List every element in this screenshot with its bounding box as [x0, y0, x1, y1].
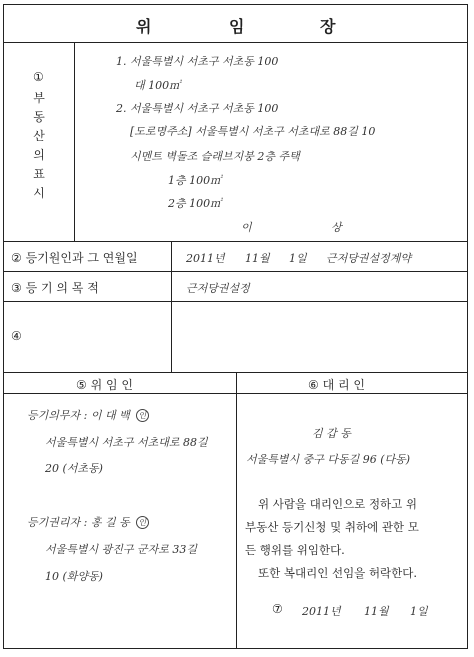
title-char-2: 임 [229, 17, 245, 36]
divider-rows-label [171, 241, 172, 372]
property-line: 2층 100㎡ [168, 197, 222, 210]
principal-header: ⑤ 위 임 인 [76, 378, 133, 392]
registration-cause: 근저당권설정계약 [326, 252, 412, 265]
obligee-seal: 인 [136, 516, 149, 529]
divider-title [3, 42, 468, 43]
agent-header: ⑥ 대 리 인 [308, 378, 365, 392]
title-char-3: 장 [320, 17, 336, 36]
agent-text-line: 든 행위를 위임한다. [245, 543, 345, 557]
divider-property-label [74, 42, 75, 241]
property-label-vertical [31, 89, 47, 203]
date-day: 1일 [410, 605, 428, 618]
agent-text-line: 부동산 등기신청 및 취하에 관한 모 [245, 520, 419, 534]
date-month: 11월 [364, 605, 389, 618]
row4-label: ④ [11, 329, 22, 343]
property-end-mark: 상 [331, 221, 342, 234]
divider-row3 [3, 301, 468, 302]
divider-row2 [3, 271, 468, 272]
property-line: 대 100㎡ [134, 79, 181, 92]
cause-day: 1일 [289, 252, 307, 265]
property-label-char: 표 [33, 167, 45, 181]
property-label-num: ① [33, 70, 44, 84]
property-line: 1층 100㎡ [168, 174, 222, 187]
property-label-char: 의 [33, 148, 45, 162]
registration-purpose: 근저당권설정 [186, 282, 250, 295]
cause-year: 2011년 [186, 252, 225, 265]
property-label-char: 동 [33, 110, 45, 124]
obligee-line [27, 514, 149, 530]
agent-text-line: 위 사람을 대리인으로 정하고 위 [258, 497, 418, 511]
divider-parties [236, 372, 237, 649]
property-line: [도로명주소] 서울특별시 서초구 서초대로 88길 10 [130, 125, 376, 138]
divider-property [3, 241, 468, 242]
obligor-line [27, 407, 149, 423]
registration-cause-label: ② 등기원인과 그 연월일 [11, 251, 138, 265]
title-char-1: 위 [136, 17, 152, 36]
obligor-seal: 인 [136, 409, 149, 422]
obligor-address-cont: 20 (서초동) [45, 462, 103, 475]
property-line: 2. 서울특별시 서초구 서초동 100 [116, 102, 279, 115]
agent-name: 김 갑 동 [312, 427, 351, 440]
property-line: 1. 서울특별시 서초구 서초동 100 [116, 55, 279, 68]
obligee-label: 등기권리자 : 홍 길 동 [27, 516, 130, 529]
obligee-address-cont: 10 (화양동) [45, 570, 103, 583]
date-label-num: ⑦ [272, 602, 283, 616]
property-end-mark: 이 [241, 221, 252, 234]
obligee-address: 서울특별시 광진구 군자로 33길 [45, 543, 197, 556]
obligor-label: 등기의무자 : 이 대 백 [27, 409, 130, 422]
agent-address: 서울특별시 중구 다동길 96 (다동) [246, 453, 411, 466]
property-label-char: 시 [33, 186, 45, 200]
obligor-address: 서울특별시 서초구 서초대로 88길 [45, 436, 208, 449]
date-year: 2011년 [302, 605, 341, 618]
registration-purpose-label: ③ 등 기 의 목 적 [11, 281, 99, 295]
agent-text-line: 또한 복대리인 선임을 허락한다. [258, 566, 418, 580]
property-line: 시멘트 벽돌조 슬래브지붕 2층 주택 [130, 150, 300, 163]
property-label-char: 산 [33, 129, 45, 143]
property-label-char: 부 [33, 91, 45, 105]
cause-month: 11월 [245, 252, 270, 265]
